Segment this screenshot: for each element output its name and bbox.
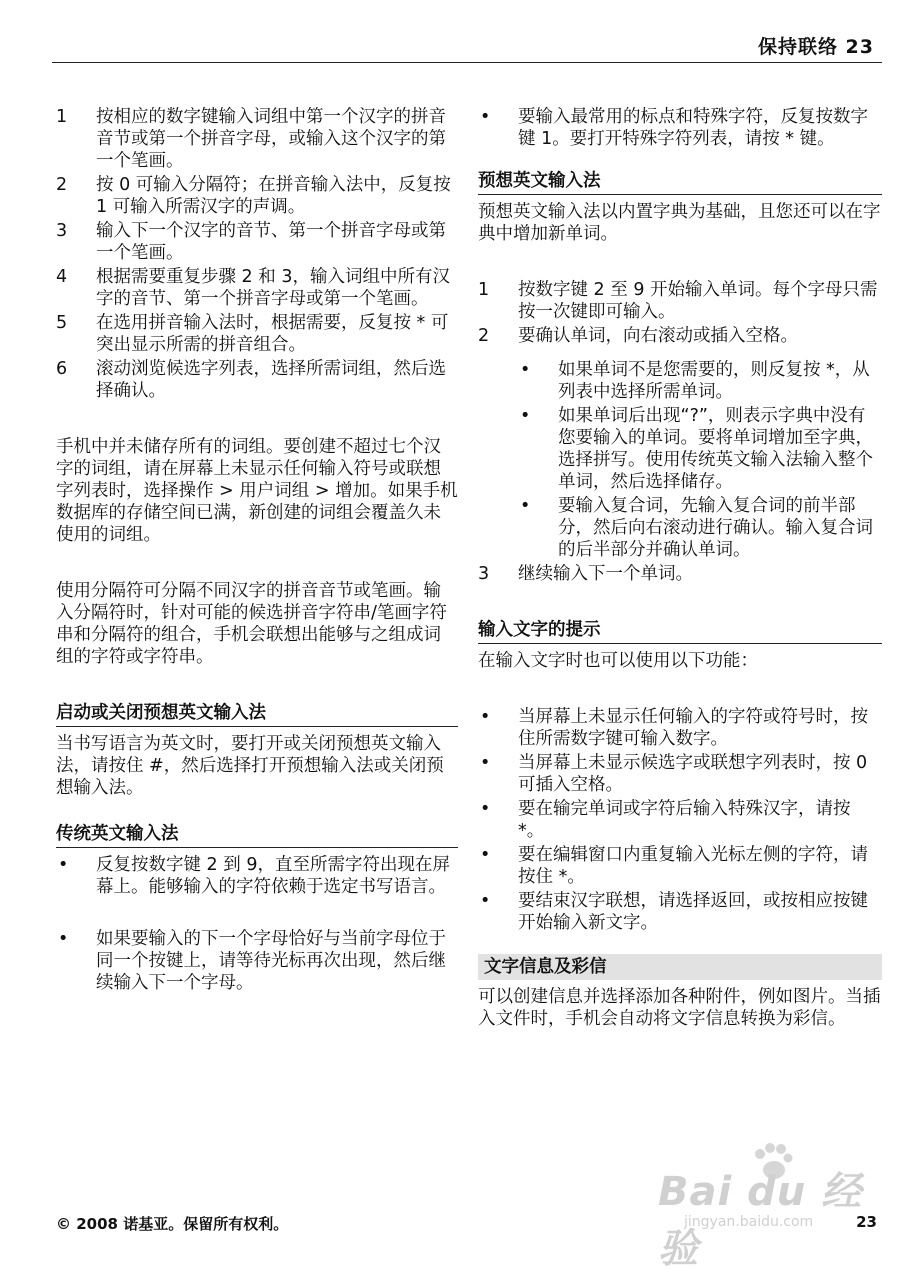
step-text: 滚动浏览候选字列表，选择所需词组，然后选择确认。 — [96, 359, 446, 401]
step-item: 2 按 0 可输入分隔符；在拼音输入法中，反复按 1 可输入所需汉字的声调。 — [56, 175, 451, 217]
section-text: 当书写语言为英文时，要打开或关闭预想英文输入法，请按住 #，然后选择打开预想输入法或关闭预想输入法。 — [56, 734, 444, 798]
paragraph-separator: 使用分隔符可分隔不同汉字的拼音音节或笔画。输入分隔符时，针对可能的候选拼音字符串/笔画字符串和分隔符的组合，手机会联想出能够与之组成词组的字符或字符串。 — [56, 581, 447, 667]
page-title: 保持联络 23 — [757, 36, 874, 58]
page-number: 23 — [856, 1213, 877, 1231]
punctuation-bullet — [478, 106, 882, 150]
section-text: 预想英文输入法以内置字典为基础，且您还可以在字典中增加新单词。 — [478, 202, 881, 244]
bullet-item: • 要输入最常用的标点和特殊字符，反复按数字键 1。要打开特殊字符列表，请按 * 键。 — [480, 107, 868, 149]
chinese-input-steps — [56, 106, 458, 402]
bullet-item: • 要在编辑窗口内重复输入光标左侧的字符，请按住 *。 — [480, 845, 868, 887]
right-column — [478, 106, 882, 1054]
bullet-item: • 当屏幕上未显示候选字或联想字列表时，按 0 可插入空格。 — [480, 753, 868, 795]
section-text: 在输入文字时也可以使用以下功能： — [478, 651, 758, 671]
step-item: 3 继续输入下一个单词。 — [478, 564, 693, 584]
traditional-input-bullets — [56, 854, 458, 994]
step-item: 1 按数字键 2 至 9 开始输入单词。每个字母只需按一次键即可输入。 — [478, 280, 878, 322]
page-header — [52, 30, 882, 63]
left-column — [56, 106, 458, 996]
step-item: 2 要确认单词，向右滚动或插入空格。 • 如果单词不是您需要的，则反复按 *，从列表中选择所需单词。 • 如果单词后出现“?”，则表示字典中没有您要输入的单词。要将单词增加至字典，选择拼写。使用传统英文输入法输入整个单词，然后选择储存。 • 要输入复合词，先输入复合词的前半部分，然后向右滚动进行确认。输入复合词的后半部分并确认单词。 — [478, 325, 882, 561]
predictive-sub-bullets — [518, 359, 882, 561]
bullet-item: • 当屏幕上未显示任何输入的字符或符号时，按住所需数字键可输入数字。 — [480, 707, 868, 749]
section-heading: 传统英文输入法 — [56, 823, 458, 848]
section-heading: 输入文字的提示 — [478, 619, 882, 644]
step-item: 5 在选用拼音输入法时，根据需要，反复按 * 可突出显示所需的拼音组合。 — [56, 313, 449, 355]
step-text: 按 0 可输入分隔符；在拼音输入法中，反复按 1 可输入所需汉字的声调。 — [96, 175, 451, 217]
bullet-item: • 如果要输入的下一个字母恰好与当前字母位于同一个按键上，请等待光标再次出现，然后继续输入下一个字母。 — [58, 929, 446, 993]
predictive-steps — [478, 279, 882, 585]
step-text: 输入下一个汉字的音节、第一个拼音字母或第一个笔画。 — [96, 221, 446, 263]
step-item: 6 滚动浏览候选字列表，选择所需词组，然后选择确认。 — [56, 359, 446, 401]
bullet-item: • 如果单词后出现“?”，则表示字典中没有您要输入的单词。要将单词增加至字典，选择拼写。使用传统英文输入法输入整个单词，然后选择储存。 — [520, 406, 873, 492]
bullet-item: • 反复按数字键 2 到 9，直至所需字符出现在屏幕上。能够输入的字符依赖于选定书写语言。 — [58, 855, 450, 897]
section-heading: 启动或关闭预想英文输入法 — [56, 702, 458, 727]
section-heading-shaded: 文字信息及彩信 — [478, 954, 882, 980]
baidu-watermark — [650, 1140, 880, 1272]
step-item: 1 按相应的数字键输入词组中第一个汉字的拼音音节或第一个拼音字母，或输入这个汉字的第一个笔画。 — [56, 107, 446, 171]
section-heading: 预想英文输入法 — [478, 170, 882, 195]
copyright: © 2008 诺基亚。保留所有权利。 — [56, 1215, 289, 1233]
bullet-item: • 要在输完单词或字符后输入特殊汉字，请按 *。 — [480, 799, 851, 841]
step-item: 4 根据需要重复步骤 2 和 3，输入词组中所有汉字的音节、第一个拼音字母或第一个笔画。 — [56, 267, 450, 309]
bullet-item: • 要结束汉字联想，请选择返回，或按相应按键开始输入新文字。 — [480, 891, 868, 933]
step-text: 根据需要重复步骤 2 和 3，输入词组中所有汉字的音节、第一个拼音字母或第一个笔画。 — [96, 267, 450, 309]
section-text: 可以创建信息并选择添加各种附件，例如图片。当插入文件时，手机会自动将文字信息转换为彩信。 — [478, 987, 881, 1029]
step-text: 按相应的数字键输入词组中第一个汉字的拼音音节或第一个拼音字母，或输入这个汉字的第一个笔画。 — [96, 107, 446, 171]
bullet-item: • 要输入复合词，先输入复合词的前半部分，然后向右滚动进行确认。输入复合词的后半部分并确认单词。 — [520, 496, 873, 560]
bullet-item: • 如果单词不是您需要的，则反复按 *，从列表中选择所需单词。 — [520, 360, 870, 402]
step-text: 在选用拼音输入法时，根据需要，反复按 * 可突出显示所需的拼音组合。 — [96, 313, 449, 355]
watermark-url: jingyan.baidu.com — [684, 1214, 814, 1230]
step-item: 3 输入下一个汉字的音节、第一个拼音字母或第一个笔画。 — [56, 221, 446, 263]
paragraph-user-phrases: 手机中并未储存所有的词组。要创建不超过七个汉字的词组，请在屏幕上未显示任何输入符号或联想字列表时，选择操作 > 用户词组 > 增加。如果手机数据库的存储空间已满，新创建的词组会覆盖久未使用的词组。 — [56, 437, 458, 545]
tips-bullets — [478, 706, 882, 934]
watermark-brand: Bai du 经验 — [658, 1169, 863, 1272]
